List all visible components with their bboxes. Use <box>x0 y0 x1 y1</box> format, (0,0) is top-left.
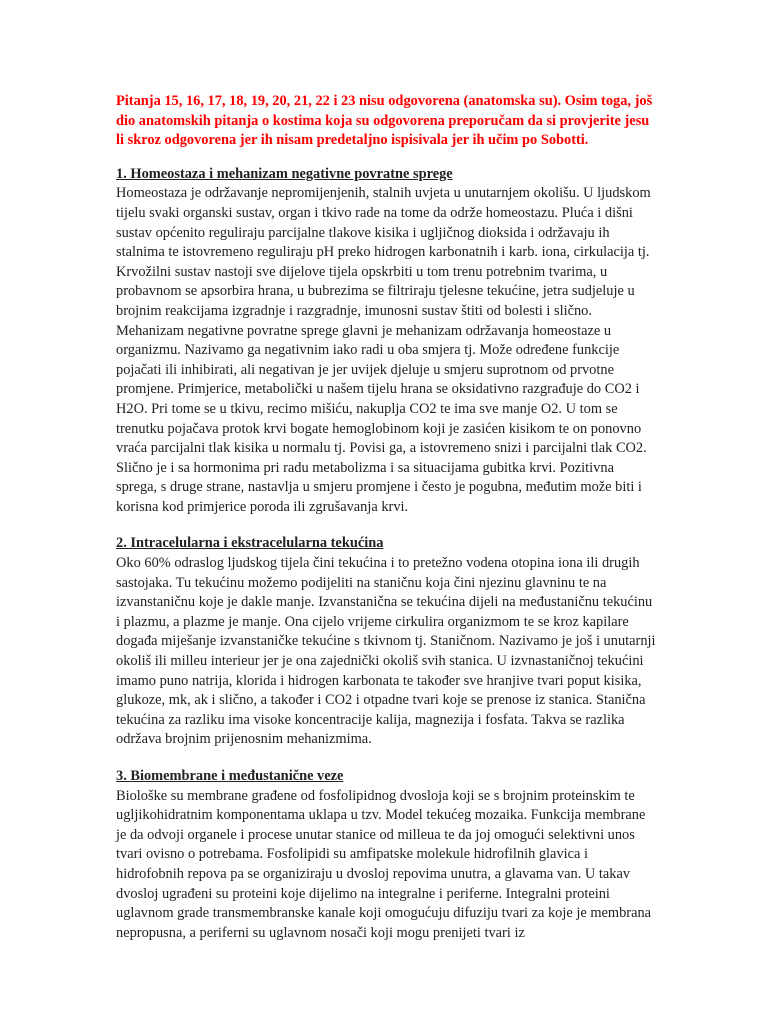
intro-note: Pitanja 15, 16, 17, 18, 19, 20, 21, 22 i 23 nisu odgovorena (anatomska su). Osim toga, još dio anatomskih pitanja o kostima koja su odgovorena preporučam da si provjerite jesu li skroz odgovorena jer ih nisam predetaljno ispisivala jer ih učim po Sobotti. <box>116 93 653 149</box>
section-body-fluids <box>116 534 656 750</box>
section-homeostasis <box>116 165 656 518</box>
section-body: Oko 60% odraslog ljudskog tijela čini tekućina i to pretežno vodena otopina iona ili drugih sastojaka. Tu tekućinu možemo podijeliti na staničnu koja čini njezinu glavninu te na izvanstaničnu koje je dakle manje. Izvanstanična se tekućina dijeli na međustaničnu tekućinu i plazmu, a plazme je manje. Ona cijelo vrijeme cirkulira organizmom te se kroz kapilare događa miješanje izvanstaničke tekućine s tkivnom tj. Staničnom. Nazivamo je još i unutarnji okoliš ili milleu interieur jer je ona zajednički okoliš svih stanica. U izvnastaničnoj tekućini imamo puno natrija, klorida i hidrogen karbonata te također sve hranjive tvari poput kisika, glukoze, mk, ak i slično, a također i CO2 i otpadne tvari koje se prenose iz stanica. Stanična tekućina za razliku ima visoke koncentracije kalija, magnezija i fosfata. Takva se razlika održava brojnim prijenosnim mehanizmima. <box>116 555 656 748</box>
section-heading: 3. Biomembrane i međustanične veze <box>116 768 344 784</box>
section-body: Homeostaza je održavanje nepromijenjenih, stalnih uvjeta u unutarnjem okolišu. U ljudskom tijelu svaki organski sustav, organ i tkivo rade na tome da održe homeostazu. Pluća i dišni sustav općenito reguliraju parcijalne tlakove kisika i ugljičnog dioksida i održavaju ih stalnima te istovremeno reguliraju pH preko hidrogen karbonatnih i karb. iona, cirkulacija tj. Krvožilni sustav nastoji sve dijelove tijela opskrbiti u tom trenu potrebnim tvarima, u probavnom se apsorbira hrana, u bubrezima se filtriraju tjelesne tekućine, jetra sudjeluje u brojnim reakcijama izgradnje i razgradnje, imunosni sustav štiti od bolesti i slično. Mehanizam negativne povratne sprege glavni je mehanizam održavanja homeostaze u organizmu. Nazivamo ga negativnim iako radi u oba smjera tj. Može određene funkcije pojačati ili inhibirati, ali negativan je jer uvijek djeluje u smjeru suprotnom od prvotne promjene. Primjerice, metabolički u našem tijelu hrana se oksidativno razgrađuje do CO2 i H2O. Pri tome se u tkivu, recimo mišiću, nakuplja CO2 te ima sve manje O2. U tom se trenutku pojačava protok krvi bogate hemoglobinom koji je zasićen kisikom te on ponovno vraća parcijalni tlak kisika u normalu tj. Povisi ga, a istovremeno snizi i parcijalni tlak CO2. Slično je i sa hormonima pri radu metabolizma i sa situacijama gubitka krvi. Pozitivna sprega, s druge strane, nastavlja u smjeru promjene i često je pogubna, međutim može biti i korisna kod primjerice poroda ili zgrušavanja krvi. <box>116 185 651 515</box>
section-biomembranes <box>116 767 656 943</box>
document-page <box>116 92 656 960</box>
section-body: Biološke su membrane građene od fosfolipidnog dvosloja koji se s brojnim proteinskim te ugljikohidratnim komponentama uklapa u tzv. Model tekućeg mozaika. Funkcija membrane je da odvoji organele i procese unutar stanice od milleua te da joj omogući selektivni unos tvari ovisno o potrebama. Fosfolipidi su amfipatske molekule hidrofilnih glavica i hidrofobnih repova pa se organiziraju u dvosloj repovima unutra, a glavama van. U takav dvosloj ugrađeni su proteini koje dijelimo na integralne i periferne. Integralni proteini uglavnom grade transmembranske kanale koji omogućuju difuziju tvari za koje je membrana nepropusna, a periferni su uglavnom nosači koji mogu prenijeti tvari iz <box>116 787 652 941</box>
section-heading: 2. Intracelularna i ekstracelularna tekućina <box>116 535 384 552</box>
section-heading: 1. Homeostaza i mehanizam negativne povratne sprege <box>116 165 453 182</box>
